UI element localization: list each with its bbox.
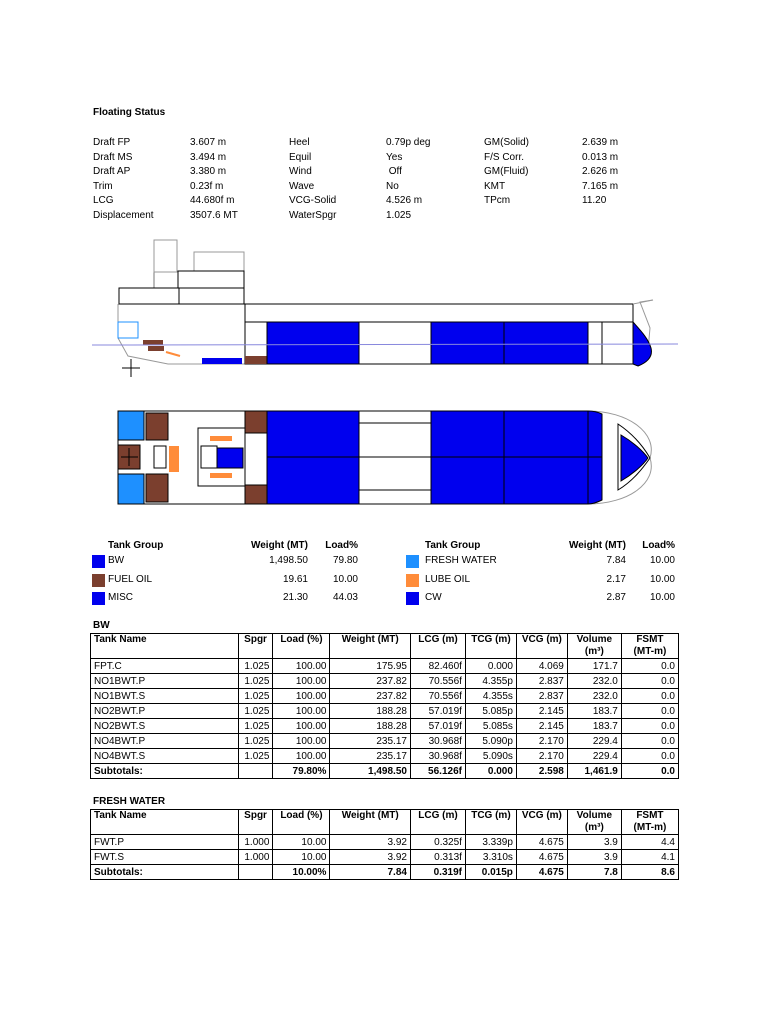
table-cell: 4.675 [516,850,567,865]
plan-view [118,411,651,504]
subtotal-cell: 1,461.9 [567,764,621,779]
status-label: Wave [289,180,315,192]
table-header-row [91,810,679,835]
legend-group-name: MISC [108,592,133,603]
table-cell: NO2BWT.S [91,719,239,734]
status-label: Displacement [93,209,154,221]
table-cell: 3.9 [567,850,621,865]
legend-weight: 2.17 [606,573,626,585]
table-cell: 2.170 [516,749,567,764]
status-value: 44.680f m [190,195,235,206]
vessel-profile-and-plan-drawing [88,238,688,513]
table-cell: 100.00 [273,734,330,749]
status-value: 2.626 m [582,166,619,177]
table-cell: 3.310s [465,850,516,865]
status-row [93,194,653,208]
table-cell: NO2BWT.P [91,704,239,719]
table-cell: 1.025 [238,719,273,734]
table-row [91,659,679,674]
legend-header-group: Tank Group [108,540,164,551]
table-cell: 1.000 [238,850,273,865]
table-cell: 235.17 [330,734,411,749]
legend-weight: 2.87 [606,592,626,603]
subtotal-cell: 7.8 [567,865,621,880]
table-cell: 5.085p [465,704,516,719]
table-cell: 2.170 [516,734,567,749]
legend-swatch [406,574,419,587]
subtotal-cell [238,764,273,779]
legend-header-group: Tank Group [425,540,481,551]
status-label: F/S Corr. [484,151,525,163]
table-cell: 175.95 [330,659,411,674]
table-cell: 0.0 [621,689,678,704]
legend-group-name: BW [108,555,125,566]
table-cell: 0.0 [621,704,678,719]
legend-load: 10.00 [332,573,358,585]
subtotal-cell: 79.80% [273,764,330,779]
table-cell: 82.460f [410,659,465,674]
table-cell: 0.0 [621,734,678,749]
table-cell: 0.0 [621,749,678,764]
table-cell: 4.4 [621,835,678,850]
subtotal-cell [238,865,273,880]
table-cell: 0.0 [621,674,678,689]
subtotal-row [91,865,679,880]
column-header: Spgr [238,810,273,835]
table-cell: 183.7 [567,704,621,719]
table-cell: 3.339p [465,835,516,850]
legend-group-name: FRESH WATER [425,555,497,566]
table-cell: 100.00 [273,659,330,674]
table-cell: 57.019f [410,704,465,719]
table-cell: 237.82 [330,689,411,704]
table-cell: 100.00 [273,674,330,689]
status-value: 11.20 [582,195,607,206]
table-cell: 5.090s [465,749,516,764]
status-row [93,209,653,223]
legend-weight: 21.30 [282,592,308,603]
legend-row [92,572,682,588]
table-cell: 70.556f [410,674,465,689]
table-cell: 171.7 [567,659,621,674]
column-header: TCG (m) [465,634,516,659]
table-cell: 30.968f [410,734,465,749]
table-cell: 1.025 [238,749,273,764]
table-row [91,689,679,704]
status-label: Draft FP [93,137,131,148]
table-row [91,704,679,719]
status-value: 1.025 [386,209,412,221]
legend-swatch [406,555,419,568]
table-cell: 1.025 [238,704,273,719]
table-cell: 229.4 [567,749,621,764]
subtotal-cell: Subtotals: [91,865,239,880]
status-label: LCG [93,195,114,206]
table-cell: NO4BWT.P [91,734,239,749]
legend-header-load: Load% [325,540,358,551]
column-header: Weight (MT) [330,634,411,659]
table-row [91,749,679,764]
subtotal-cell: 10.00% [273,865,330,880]
column-header: Weight (MT) [330,810,411,835]
table-cell: 30.968f [410,749,465,764]
table-row [91,674,679,689]
table-cell: FPT.C [91,659,239,674]
table-row [91,835,679,850]
status-value: 2.639 m [582,137,619,148]
status-label: WaterSpgr [289,209,337,221]
subtotal-cell: 4.675 [516,865,567,880]
table-cell: 229.4 [567,734,621,749]
subtotal-cell: 0.319f [410,865,465,880]
table-cell: 232.0 [567,674,621,689]
status-label: Trim [93,180,113,192]
legend-weight: 19.61 [282,573,308,585]
table-cell: 57.019f [410,719,465,734]
fresh-water-section-title: FRESH WATER [93,796,166,807]
status-label: Draft AP [93,166,131,177]
table-cell: 100.00 [273,719,330,734]
status-value: 3507.6 MT [190,209,238,221]
table-cell: 188.28 [330,704,411,719]
table-cell: 100.00 [273,689,330,704]
legend-group-name: CW [425,592,442,603]
table-cell: 4.355p [465,674,516,689]
table-cell: 4.675 [516,835,567,850]
table-cell: 4.355s [465,689,516,704]
legend-swatch [406,592,419,605]
table-cell: 3.92 [330,835,411,850]
table-cell: 100.00 [273,749,330,764]
legend-load: 10.00 [649,555,675,566]
status-label: KMT [484,180,506,192]
table-cell: NO4BWT.S [91,749,239,764]
table-cell: 183.7 [567,719,621,734]
table-row [91,850,679,865]
table-row [91,719,679,734]
status-label: Wind [289,166,312,177]
table-cell: 70.556f [410,689,465,704]
status-value: 3.380 m [190,166,227,177]
column-header: LCG (m) [410,810,465,835]
table-cell: NO1BWT.S [91,689,239,704]
status-label: Heel [289,137,310,148]
legend-row [92,590,682,606]
table-cell: 1.025 [238,734,273,749]
column-header: VCG (m) [516,810,567,835]
table-header-row [91,634,679,659]
legend-group-name: LUBE OIL [425,573,471,585]
column-header: Load (%) [273,810,330,835]
status-value: Yes [386,151,403,163]
bw-section-title: BW [93,620,110,631]
column-header: Tank Name [91,634,239,659]
status-label: TPcm [484,195,511,206]
table-cell: 0.313f [410,850,465,865]
status-value: No [386,180,399,192]
legend-load: 44.03 [332,592,358,603]
subtotal-cell: 1,498.50 [330,764,411,779]
column-header: TCG (m) [465,810,516,835]
subtotal-cell: Subtotals: [91,764,239,779]
table-cell: 1.025 [238,689,273,704]
legend-header-load: Load% [642,540,675,551]
table-cell: 2.837 [516,689,567,704]
status-row [93,180,653,194]
table-cell: 1.025 [238,659,273,674]
status-label: GM(Solid) [484,137,530,148]
column-header: VCG (m) [516,634,567,659]
table-cell: 232.0 [567,689,621,704]
table-cell: 188.28 [330,719,411,734]
table-cell: 2.145 [516,719,567,734]
subtotal-cell: 0.000 [465,764,516,779]
table-cell: 0.0 [621,659,678,674]
column-header: Load (%) [273,634,330,659]
table-cell: 1.025 [238,674,273,689]
status-label: GM(Fluid) [484,166,529,177]
status-label: Draft MS [93,151,133,163]
table-cell: 10.00 [273,850,330,865]
fresh-water-tank-table [90,809,679,880]
table-cell: 237.82 [330,674,411,689]
subtotal-cell: 8.6 [621,865,678,880]
legend-load: 79.80 [332,555,358,566]
status-value: Off [386,166,402,177]
column-header: Tank Name [91,810,239,835]
status-row [93,165,653,179]
legend-group-name: FUEL OIL [108,573,153,585]
subtotal-cell: 2.598 [516,764,567,779]
table-cell: 5.085s [465,719,516,734]
status-value: 3.607 m [190,137,227,148]
table-cell: FWT.S [91,850,239,865]
table-cell: 100.00 [273,704,330,719]
column-header: FSMT (MT-m) [621,634,678,659]
subtotal-cell: 0.0 [621,764,678,779]
bw-tank-table [90,633,679,779]
legend-header-weight: Weight (MT) [250,540,308,551]
legend-row [92,553,682,569]
legend-weight: 7.84 [606,555,626,566]
column-header: Spgr [238,634,273,659]
column-header: Volume (m³) [567,810,621,835]
table-cell: 2.837 [516,674,567,689]
table-row [91,734,679,749]
column-header: LCG (m) [410,634,465,659]
column-header: FSMT (MT-m) [621,810,678,835]
status-value: 0.23f m [190,180,224,192]
table-cell: 4.1 [621,850,678,865]
profile-view [92,240,678,377]
status-label: VCG-Solid [289,195,337,206]
table-cell: 5.090p [465,734,516,749]
legend-load: 10.00 [649,573,675,585]
table-cell: 235.17 [330,749,411,764]
table-cell: 3.9 [567,835,621,850]
table-cell: 0.325f [410,835,465,850]
table-cell: 4.069 [516,659,567,674]
table-cell: 1.000 [238,835,273,850]
status-row [93,136,653,150]
floating-status-title: Floating Status [93,107,166,118]
legend-weight: 1,498.50 [269,555,308,566]
status-label: Equil [289,151,312,163]
column-header: Volume (m³) [567,634,621,659]
status-value: 3.494 m [190,151,227,163]
table-cell: 3.92 [330,850,411,865]
table-cell: NO1BWT.P [91,674,239,689]
subtotal-cell: 7.84 [330,865,411,880]
status-value: 7.165 m [582,180,619,192]
table-cell: 10.00 [273,835,330,850]
status-value: 0.79p deg [386,137,431,148]
table-cell: 0.0 [621,719,678,734]
table-cell: FWT.P [91,835,239,850]
subtotal-row [91,764,679,779]
table-cell: 2.145 [516,704,567,719]
subtotal-cell: 0.015p [465,865,516,880]
status-value: 0.013 m [582,151,619,163]
subtotal-cell: 56.126f [410,764,465,779]
legend-header-weight: Weight (MT) [568,540,626,551]
legend-load: 10.00 [649,592,675,603]
status-row [93,151,653,165]
status-value: 4.526 m [386,195,423,206]
table-cell: 0.000 [465,659,516,674]
